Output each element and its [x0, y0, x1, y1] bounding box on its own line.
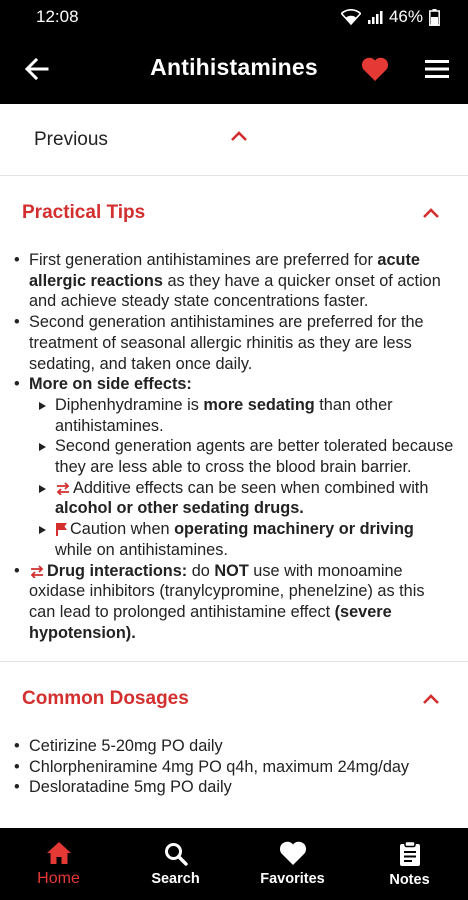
nav-search[interactable]	[117, 828, 234, 900]
list-item	[12, 374, 454, 560]
tip-emphasis: operating machinery or driving	[174, 520, 414, 539]
content-area[interactable]	[0, 104, 468, 828]
list-item: • Cetirizine 5-20mg PO daily	[12, 736, 454, 757]
common-dosages-title: Common Dosages	[22, 688, 189, 710]
tip-emphasis: acute allergic reactions	[29, 251, 420, 290]
chevron-up-icon	[422, 207, 440, 219]
practical-tips-list	[0, 250, 468, 643]
tip-text: do	[187, 561, 215, 580]
app-bar	[0, 34, 468, 104]
nav-home-label: Home	[37, 869, 80, 887]
list-item: • Desloratadine 5mg PO daily	[12, 777, 454, 798]
status-icons	[341, 7, 440, 27]
common-dosages-header[interactable]	[0, 662, 468, 736]
hamburger-menu-icon	[425, 59, 449, 79]
list-item	[12, 312, 454, 374]
tip-emphasis: alcohol or other sedating drugs.	[55, 499, 304, 518]
battery-icon	[429, 9, 440, 26]
sub-list-item	[37, 395, 454, 436]
sub-list-item	[37, 436, 454, 477]
tip-subheading: More on side effects:	[29, 375, 192, 394]
arrow-left-icon	[25, 58, 49, 80]
nav-home[interactable]	[0, 828, 117, 900]
tip-emphasis: NOT	[214, 561, 249, 580]
nav-favorites-label: Favorites	[260, 871, 325, 887]
page-title: Antihistamines	[150, 54, 318, 80]
tip-text: than other antihistamines.	[55, 395, 393, 435]
heart-icon	[279, 841, 307, 866]
chevron-up-icon	[230, 130, 248, 142]
tip-emphasis: (severe hypotension).	[29, 602, 392, 642]
previous-label: Previous	[34, 128, 108, 150]
home-icon	[46, 841, 72, 865]
list-item: • Chlorpheniramine 4mg PO q4h, maximum 24mg/day	[12, 757, 454, 778]
nav-favorites[interactable]	[234, 828, 351, 900]
list-item	[12, 250, 454, 312]
clipboard-icon	[399, 841, 421, 867]
sub-list-item	[37, 478, 454, 519]
interaction-arrows-icon	[55, 482, 71, 495]
tip-text: Second generation agents are better tolerated because they are less able to cross the blood brain barrier.	[55, 437, 454, 477]
tip-text: Diphenhydramine is	[55, 395, 204, 414]
back-button[interactable]	[20, 52, 54, 86]
tip-emphasis: Drug interactions:	[47, 561, 188, 580]
list-item	[12, 561, 454, 644]
tip-text: Additive effects can be seen when combined with	[73, 478, 429, 497]
practical-tips-title: Practical Tips	[22, 202, 146, 223]
sub-list-item	[37, 519, 454, 560]
wifi-icon	[341, 9, 361, 25]
search-icon	[164, 842, 188, 866]
menu-button[interactable]	[420, 52, 454, 86]
side-effects-sublist	[29, 395, 454, 561]
flag-icon	[55, 522, 68, 536]
nav-notes[interactable]	[351, 828, 468, 900]
tip-text: First generation antihistamines are preferred for	[29, 251, 378, 269]
tip-emphasis: more sedating	[203, 395, 315, 414]
common-dosages-list	[0, 736, 468, 798]
nav-notes-label: Notes	[389, 871, 430, 888]
status-bar	[0, 0, 468, 34]
signal-icon	[367, 9, 383, 25]
battery-percent: 46%	[388, 7, 423, 26]
nav-search-label: Search	[151, 870, 200, 887]
tip-text: use with monoamine oxidase inhibitors (tranylcypromine, phenelzine) as this can lead to prolonged antihistamine effect	[29, 561, 425, 621]
status-time: 12:08	[36, 7, 79, 26]
tip-text: Second generation antihistamines are preferred for the treatment of seasonal allergic rhinitis as they are less sedating, and taken once daily.	[29, 313, 424, 373]
heart-icon	[361, 57, 389, 82]
bottom-navigation	[0, 828, 468, 900]
practical-tips-header[interactable]	[0, 176, 468, 250]
tip-text: Caution when	[70, 520, 175, 539]
tip-text: as they have a quicker onset of action and achieve steady state concentrations faster.	[29, 271, 441, 311]
interaction-arrows-icon	[29, 565, 45, 578]
tip-text: while on antihistamines.	[55, 540, 228, 559]
chevron-up-icon	[422, 693, 440, 705]
previous-section-toggle[interactable]	[0, 104, 468, 176]
favorite-button[interactable]	[358, 52, 392, 86]
